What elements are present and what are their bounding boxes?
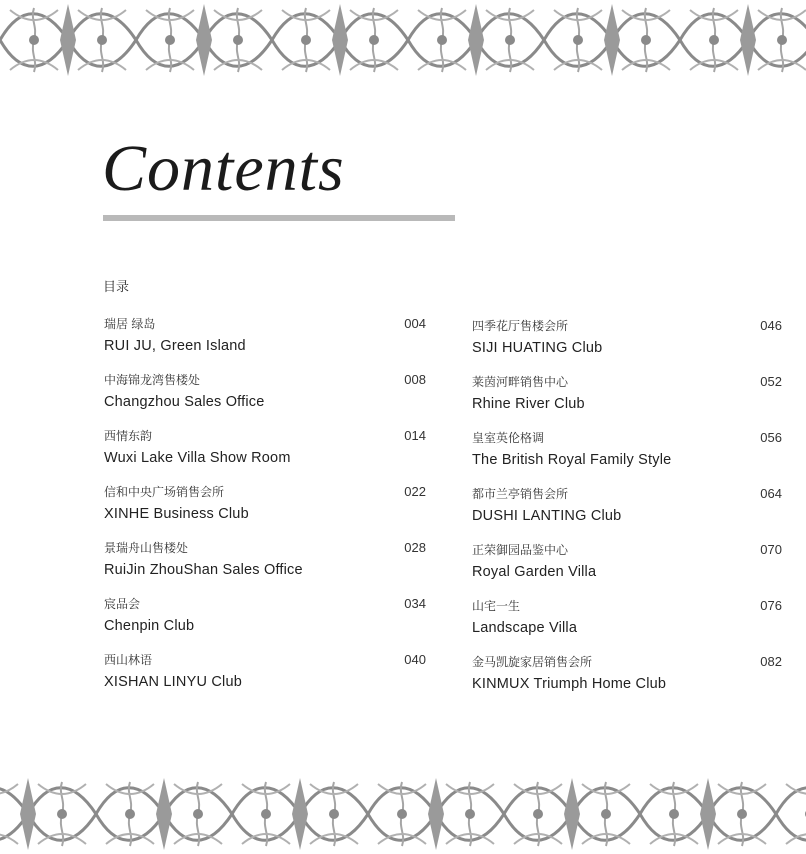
entry-title-cn: 皇室英伦格调	[472, 431, 545, 445]
toc-entry[interactable]	[104, 594, 424, 650]
entry-title-en: Landscape Villa	[472, 620, 578, 636]
toc-entry[interactable]	[472, 540, 782, 596]
entry-title-cn: 都市兰亭销售会所	[472, 487, 569, 501]
toc-entry[interactable]	[472, 428, 782, 484]
toc-entry[interactable]	[104, 482, 424, 538]
top-ornament-border	[0, 0, 806, 80]
floral-ornament-icon	[0, 0, 806, 80]
entry-page-number: 028	[404, 540, 426, 555]
entry-title-en: Changzhou Sales Office	[104, 394, 265, 410]
entry-title-cn: 山宅一生	[472, 599, 521, 613]
entry-title-en: Royal Garden Villa	[472, 564, 597, 580]
entry-title-cn: 正荣御园品鉴中心	[472, 543, 569, 557]
entry-page-number: 004	[404, 316, 426, 331]
entry-page-number: 070	[760, 542, 782, 557]
entry-title-en: Wuxi Lake Villa Show Room	[104, 450, 291, 466]
entry-title-cn: 金马凯旋家居销售会所	[472, 655, 593, 669]
entry-title-en: Chenpin Club	[104, 618, 195, 634]
toc-entry[interactable]	[472, 596, 782, 652]
toc-entry[interactable]	[472, 316, 782, 372]
entry-title-cn: 莱茵河畔销售中心	[472, 375, 569, 389]
bottom-ornament-border	[0, 770, 806, 854]
entry-title-cn: 瑞居 绿岛	[104, 317, 156, 331]
entry-page-number: 082	[760, 654, 782, 669]
entry-page-number: 040	[404, 652, 426, 667]
entry-page-number: 064	[760, 486, 782, 501]
entry-title-en: RuiJin ZhouShan Sales Office	[104, 562, 303, 578]
toc-entry[interactable]	[104, 426, 424, 482]
entry-title-en: KINMUX Triumph Home Club	[472, 676, 667, 692]
entry-title-cn: 四季花厅售楼会所	[472, 319, 569, 333]
entry-title-en: XINHE Business Club	[104, 506, 249, 522]
entry-title-cn: 宸品会	[104, 597, 141, 611]
entry-title-en: The British Royal Family Style	[472, 452, 672, 468]
toc-entry[interactable]	[472, 484, 782, 540]
page-title: Contents	[102, 132, 345, 205]
entry-page-number: 014	[404, 428, 426, 443]
title-underline	[103, 215, 455, 221]
entry-page-number: 076	[760, 598, 782, 613]
toc-entry[interactable]	[104, 314, 424, 370]
entry-title-cn: 景瑞舟山售楼处	[104, 541, 189, 555]
toc-entry[interactable]	[104, 650, 424, 706]
floral-ornament-icon	[0, 770, 806, 854]
entry-title-cn: 信和中央广场销售会所	[104, 485, 225, 499]
entry-page-number: 022	[404, 484, 426, 499]
entry-title-cn: 西山林语	[104, 653, 153, 667]
entry-page-number: 008	[404, 372, 426, 387]
contents-subtitle: 目录	[103, 279, 130, 294]
entry-title-en: Rhine River Club	[472, 396, 585, 412]
entry-title-en: RUI JU, Green Island	[104, 338, 246, 354]
entry-page-number: 046	[760, 318, 782, 333]
toc-entry[interactable]	[104, 538, 424, 594]
entry-page-number: 056	[760, 430, 782, 445]
entry-page-number: 052	[760, 374, 782, 389]
entry-page-number: 034	[404, 596, 426, 611]
entry-title-en: SIJI HUATING Club	[472, 340, 603, 356]
toc-right-column	[472, 316, 782, 708]
entry-title-en: XISHAN LINYU Club	[104, 674, 242, 690]
toc-entry[interactable]	[472, 652, 782, 708]
toc-entry[interactable]	[472, 372, 782, 428]
toc-entry[interactable]	[104, 370, 424, 426]
entry-title-en: DUSHI LANTING Club	[472, 508, 622, 524]
toc-left-column	[104, 314, 424, 706]
entry-title-cn: 西情东韵	[104, 429, 153, 443]
entry-title-cn: 中海锦龙湾售楼处	[104, 373, 201, 387]
